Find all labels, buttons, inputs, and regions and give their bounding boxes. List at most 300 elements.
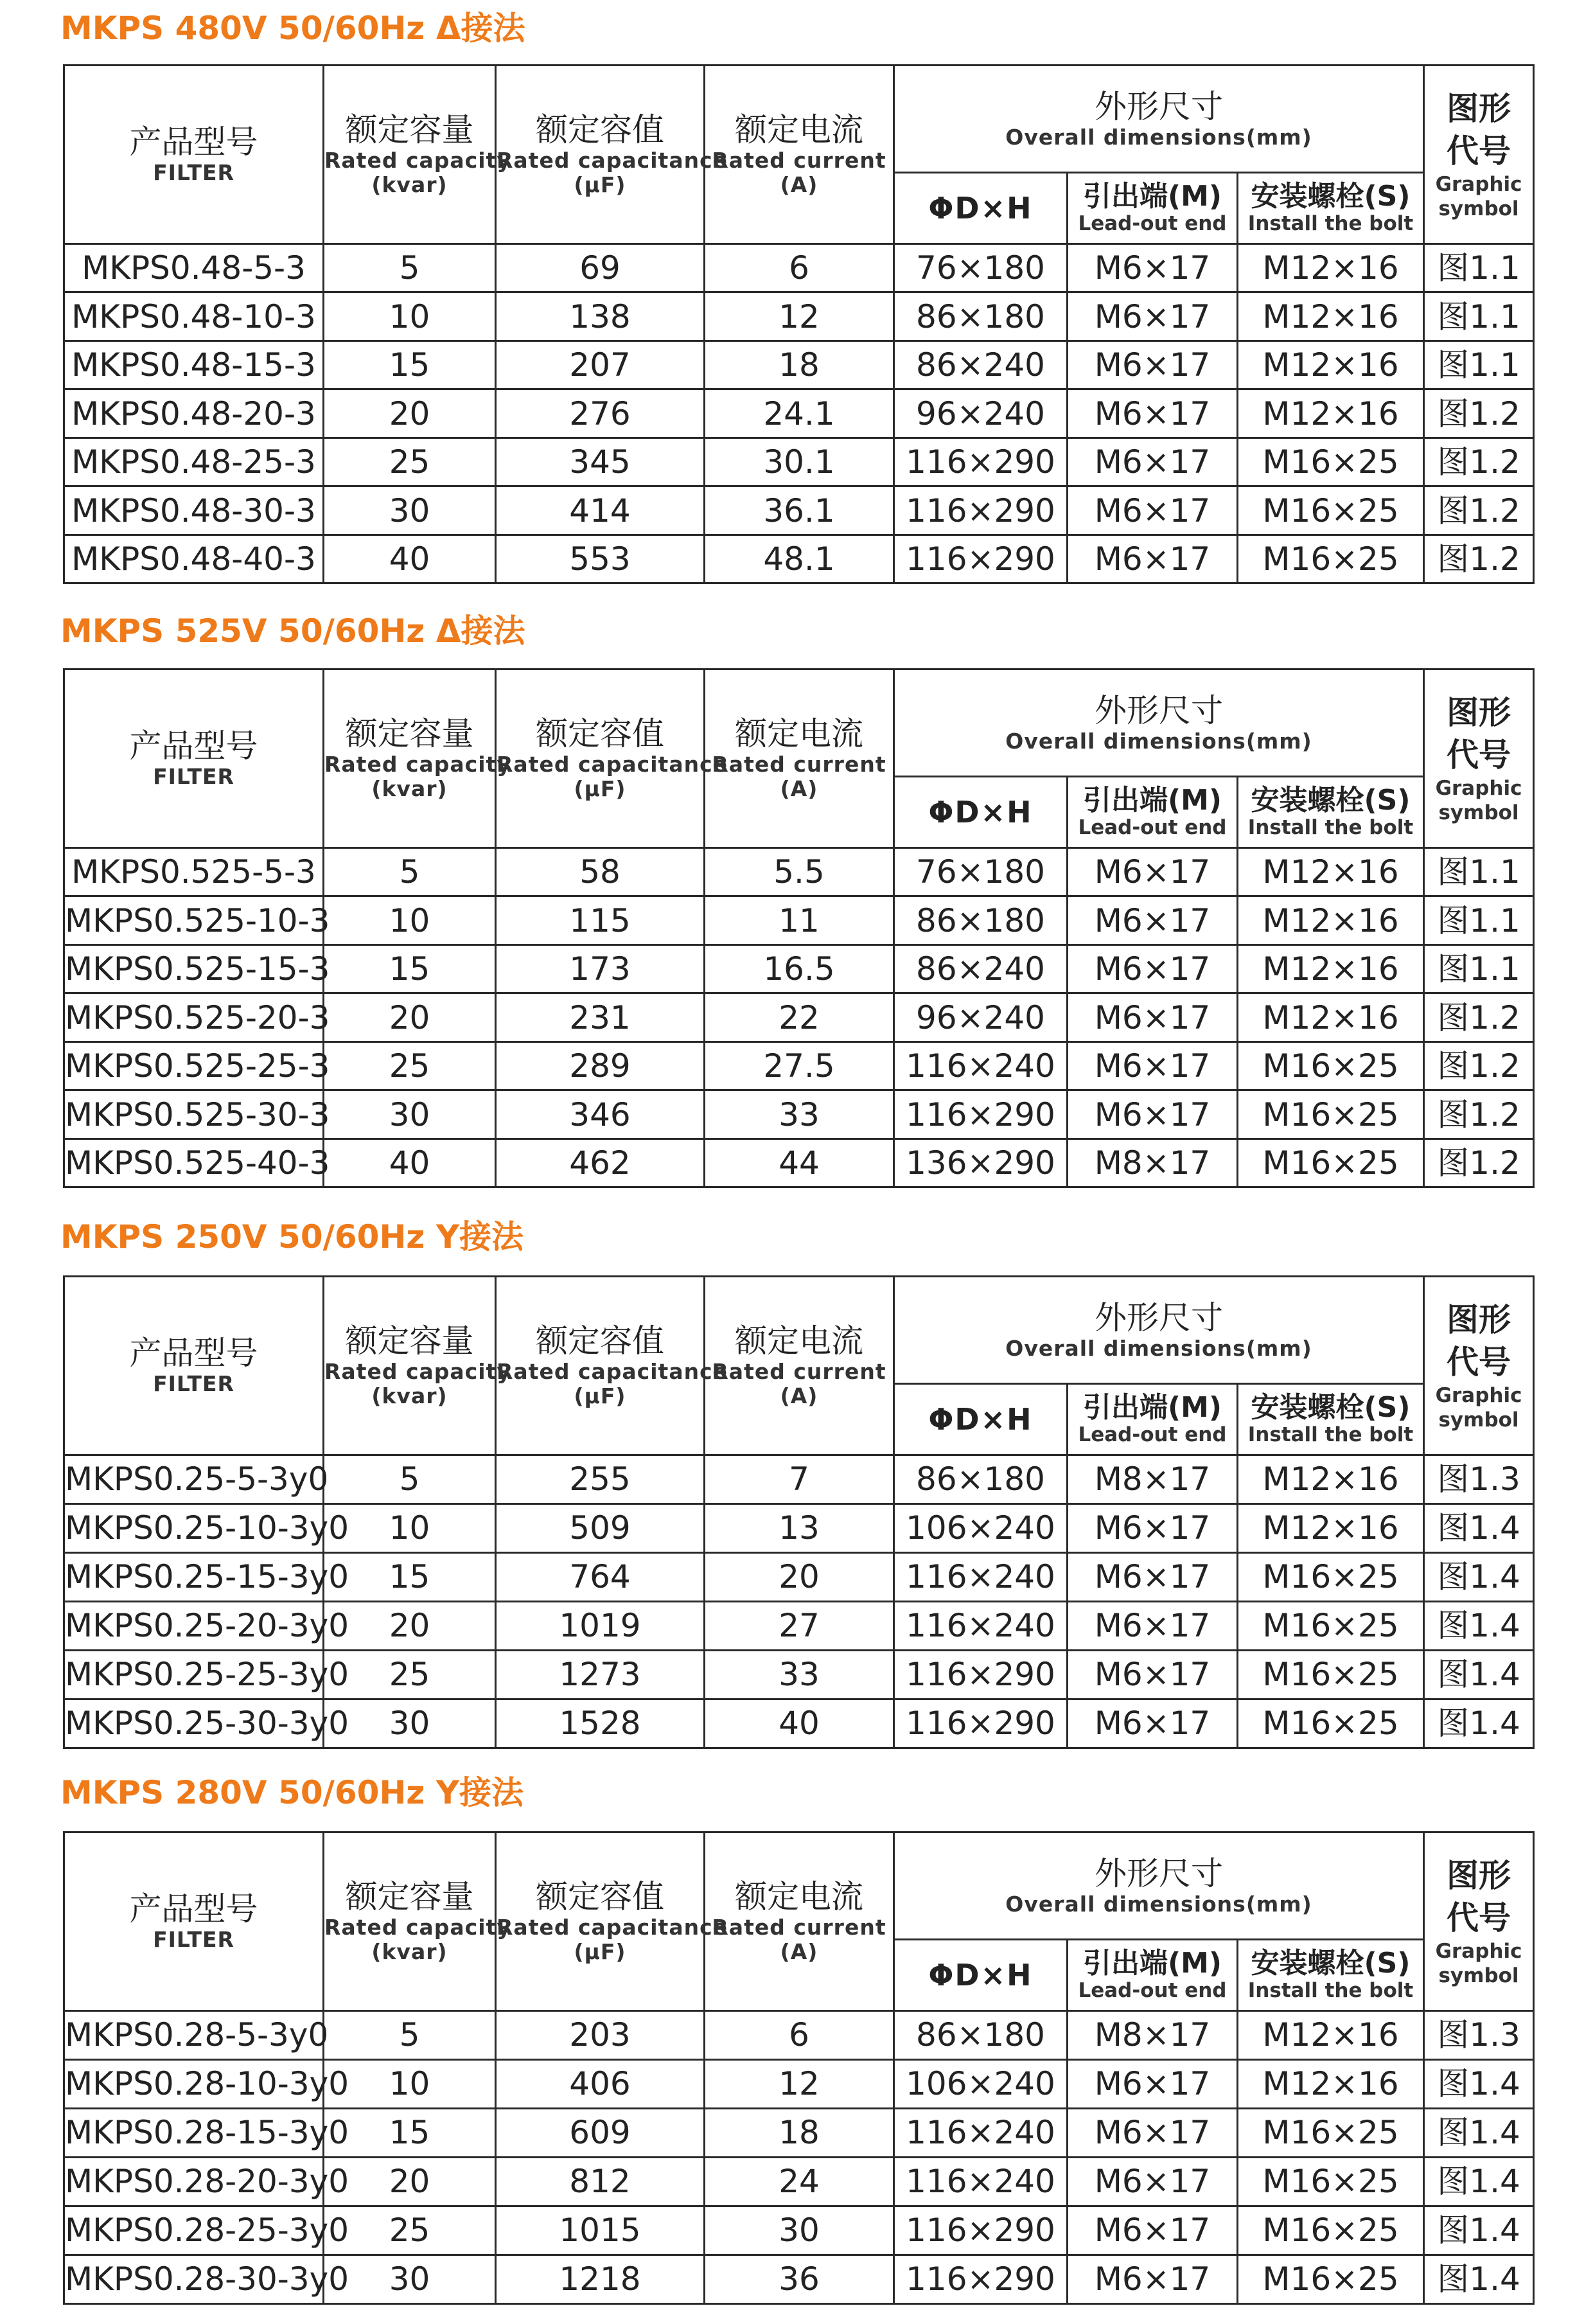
model-cell: MKPS0.28-10-3y0 [64,2059,324,2108]
header-dimensions-zh: 外形尺寸 [1095,1854,1224,1892]
header-capacity [324,66,511,244]
model-cell: MKPS0.25-20-3y0 [64,1601,324,1650]
capacitance-cell: 406 [496,2059,705,2108]
current-cell: 30 [705,2206,894,2255]
capacitance-cell: 231 [496,993,705,1042]
lead-cell: M6×17 [1068,2255,1238,2303]
header-current-unit: (A) [780,172,818,198]
header-capacity-en: Rated capacity [324,752,511,777]
current-cell: 20 [705,1552,894,1601]
header-capacity [324,1277,511,1455]
capacity-cell: 20 [324,389,496,438]
current-cell: 33 [705,1650,894,1699]
table-row [64,2010,1534,2059]
table-row [64,2108,1534,2157]
header-model-en: FILTER [153,764,234,790]
bolt-cell: M12×16 [1238,993,1424,1042]
dh-cell: 116×290 [894,2255,1068,2303]
dh-cell: 116×290 [894,1090,1068,1139]
table-row [64,486,1534,535]
header-lead [1068,1939,1238,2010]
bolt-cell: M16×25 [1238,1139,1424,1187]
header-symbol-en-2: symbol [1438,197,1519,221]
capacity-cell: 10 [324,1504,496,1552]
symbol-cell: 图1.2 [1424,389,1534,438]
header-capacity-zh: 额定容量 [345,1878,474,1916]
header-symbol [1424,1277,1534,1455]
header-capacity-zh: 额定容量 [345,715,474,753]
model-cell: MKPS0.525-15-3 [64,945,324,993]
header-model-zh: 产品型号 [129,1335,258,1372]
symbol-cell: 图1.2 [1424,1090,1534,1139]
symbol-cell: 图1.1 [1424,847,1534,896]
symbol-cell: 图1.3 [1424,1455,1534,1504]
capacity-cell: 25 [324,2206,496,2255]
dh-cell: 86×180 [894,292,1068,341]
dh-cell: 86×240 [894,341,1068,389]
header-symbol [1424,66,1534,244]
header-lead-en: Lead-out end [1078,1978,1227,2002]
symbol-cell: 图1.4 [1424,2206,1534,2255]
header-current [705,670,894,848]
current-cell: 7 [705,1455,894,1504]
model-cell: MKPS0.28-25-3y0 [64,2206,324,2255]
header-dh [894,172,1068,244]
header-model [64,66,324,244]
lead-cell: M6×17 [1068,1090,1238,1139]
header-dimensions-en: Overall dimensions(mm) [1005,1335,1312,1361]
header-symbol-en-2: symbol [1438,1408,1519,1432]
header-capacitance-unit: (μF) [574,1939,626,1965]
header-capacity-en: Rated capacity [324,1915,511,1940]
capacitance-cell: 69 [496,244,705,292]
header-lead [1068,1383,1238,1455]
table-row [64,945,1534,993]
model-cell: MKPS0.28-30-3y0 [64,2255,324,2303]
header-current-en: Rated current [712,752,886,777]
header-symbol-zh-2: 代号 [1447,736,1511,774]
current-cell: 27.5 [705,1042,894,1090]
header-current-en: Rated current [712,148,886,173]
bolt-cell: M12×16 [1238,847,1424,896]
bolt-cell: M16×25 [1238,1699,1424,1748]
dh-cell: 76×180 [894,244,1068,292]
capacity-cell: 10 [324,292,496,341]
dh-cell: 116×240 [894,1601,1068,1650]
capacity-cell: 5 [324,2010,496,2059]
header-lead [1068,172,1238,244]
header-capacitance-en: Rated capacitance [497,148,728,173]
table-row [64,2206,1534,2255]
lead-cell: M6×17 [1068,535,1238,583]
dh-cell: 136×290 [894,1139,1068,1187]
capacity-cell: 20 [324,1601,496,1650]
table-row [64,1139,1534,1187]
header-symbol-en-1: Graphic [1435,1384,1522,1408]
lead-cell: M6×17 [1068,389,1238,438]
lead-cell: M6×17 [1068,1552,1238,1601]
capacitance-cell: 1273 [496,1650,705,1699]
dh-cell: 86×240 [894,945,1068,993]
table-row [64,244,1534,292]
symbol-cell: 图1.4 [1424,2255,1534,2303]
symbol-cell: 图1.1 [1424,341,1534,389]
header-symbol-zh-2: 代号 [1447,132,1511,170]
capacitance-cell: 1218 [496,2255,705,2303]
capacity-cell: 30 [324,1699,496,1748]
capacitance-cell: 345 [496,438,705,486]
header-lead [1068,776,1238,847]
header-capacity-zh: 额定容量 [345,1322,474,1360]
header-symbol-zh-1: 图形 [1447,1857,1511,1895]
header-capacitance [496,670,728,848]
header-dh-label: ΦD×H [928,1401,1033,1437]
capacitance-cell: 346 [496,1090,705,1139]
current-cell: 24.1 [705,389,894,438]
current-cell: 6 [705,244,894,292]
current-cell: 12 [705,2059,894,2108]
header-lead-zh: 引出端(M) [1082,1946,1222,1980]
table-row [64,2255,1534,2303]
header-capacity [324,670,511,848]
section-title: MKPS 525V 50/60Hz Δ接法 [60,612,525,650]
table-row [64,896,1534,945]
capacitance-cell: 255 [496,1455,705,1504]
header-bolt [1238,1383,1424,1455]
symbol-cell: 图1.4 [1424,2157,1534,2206]
symbol-cell: 图1.4 [1424,1552,1534,1601]
lead-cell: M6×17 [1068,292,1238,341]
table-row [64,341,1534,389]
capacity-cell: 20 [324,2157,496,2206]
table-row [64,1601,1534,1650]
lead-cell: M6×17 [1068,1601,1238,1650]
model-cell: MKPS0.525-30-3 [64,1090,324,1139]
table-row [64,1090,1534,1139]
lead-cell: M6×17 [1068,1650,1238,1699]
header-symbol-zh-1: 图形 [1447,1301,1511,1339]
capacity-cell: 15 [324,1552,496,1601]
dh-cell: 76×180 [894,847,1068,896]
table-row [64,1504,1534,1552]
current-cell: 40 [705,1699,894,1748]
model-cell: MKPS0.28-5-3y0 [64,2010,324,2059]
header-row [64,1832,1534,1940]
bolt-cell: M16×25 [1238,1552,1424,1601]
header-row [64,1277,1534,1384]
lead-cell: M8×17 [1068,2010,1238,2059]
header-model-en: FILTER [153,1927,234,1953]
header-current-unit: (A) [780,1939,818,1965]
symbol-cell: 图1.2 [1424,1139,1534,1187]
header-capacitance-unit: (μF) [574,1383,626,1409]
dh-cell: 106×240 [894,2059,1068,2108]
bolt-cell: M16×25 [1238,486,1424,535]
table-row [64,1699,1534,1748]
model-cell: MKPS0.48-10-3 [64,292,324,341]
current-cell: 33 [705,1090,894,1139]
model-cell: MKPS0.48-15-3 [64,341,324,389]
capacitance-cell: 138 [496,292,705,341]
capacity-cell: 30 [324,2255,496,2303]
model-cell: MKPS0.25-25-3y0 [64,1650,324,1699]
header-bolt [1238,172,1424,244]
capacitance-cell: 1015 [496,2206,705,2255]
header-capacity-unit: (kvar) [371,172,448,198]
lead-cell: M6×17 [1068,1042,1238,1090]
bolt-cell: M16×25 [1238,1090,1424,1139]
dh-cell: 116×290 [894,535,1068,583]
header-model [64,670,324,848]
current-cell: 18 [705,2108,894,2157]
current-cell: 5.5 [705,847,894,896]
capacitance-cell: 1528 [496,1699,705,1748]
model-cell: MKPS0.28-20-3y0 [64,2157,324,2206]
header-bolt-en: Install the bolt [1247,1978,1414,2002]
header-lead-zh: 引出端(M) [1082,1390,1222,1424]
header-dimensions [894,670,1424,777]
dh-cell: 86×180 [894,896,1068,945]
table-row [64,2157,1534,2206]
symbol-cell: 图1.2 [1424,486,1534,535]
header-symbol [1424,670,1534,848]
dh-cell: 96×240 [894,993,1068,1042]
section-title: MKPS 480V 50/60Hz Δ接法 [60,10,525,47]
header-capacitance-en: Rated capacitance [497,752,728,777]
header-bolt [1238,776,1424,847]
dh-cell: 86×180 [894,1455,1068,1504]
current-cell: 27 [705,1601,894,1650]
capacity-cell: 20 [324,993,496,1042]
capacitance-cell: 1019 [496,1601,705,1650]
capacity-cell: 15 [324,341,496,389]
header-capacitance-en: Rated capacitance [497,1359,728,1385]
dh-cell: 106×240 [894,1504,1068,1552]
capacitance-cell: 462 [496,1139,705,1187]
capacitance-cell: 289 [496,1042,705,1090]
lead-cell: M6×17 [1068,993,1238,1042]
capacity-cell: 25 [324,438,496,486]
table-row [64,389,1534,438]
current-cell: 12 [705,292,894,341]
current-cell: 13 [705,1504,894,1552]
symbol-cell: 图1.2 [1424,993,1534,1042]
header-dh-label: ΦD×H [928,1957,1033,1992]
symbol-cell: 图1.1 [1424,945,1534,993]
lead-cell: M6×17 [1068,244,1238,292]
lead-cell: M6×17 [1068,945,1238,993]
symbol-cell: 图1.2 [1424,535,1534,583]
capacitance-cell: 764 [496,1552,705,1601]
capacitance-cell: 207 [496,341,705,389]
header-bolt-en: Install the bolt [1247,211,1414,235]
table-row [64,993,1534,1042]
table-row [64,847,1534,896]
header-model [64,1832,324,2011]
capacity-cell: 30 [324,1090,496,1139]
dh-cell: 116×240 [894,1552,1068,1601]
model-cell: MKPS0.525-40-3 [64,1139,324,1187]
header-lead-zh: 引出端(M) [1082,783,1222,817]
symbol-cell: 图1.4 [1424,1601,1534,1650]
lead-cell: M6×17 [1068,1504,1238,1552]
capacity-cell: 10 [324,896,496,945]
current-cell: 11 [705,896,894,945]
header-current-zh: 额定电流 [735,1322,863,1360]
bolt-cell: M16×25 [1238,438,1424,486]
header-dh-label: ΦD×H [928,190,1033,226]
header-dimensions-zh: 外形尺寸 [1095,1299,1224,1336]
bolt-cell: M16×25 [1238,2206,1424,2255]
symbol-cell: 图1.1 [1424,292,1534,341]
header-symbol-zh-2: 代号 [1447,1344,1511,1381]
dh-cell: 96×240 [894,389,1068,438]
capacitance-cell: 812 [496,2157,705,2206]
bolt-cell: M12×16 [1238,1504,1424,1552]
header-capacitance-en: Rated capacitance [497,1915,728,1940]
header-model-zh: 产品型号 [129,123,258,161]
lead-cell: M6×17 [1068,2108,1238,2157]
current-cell: 22 [705,993,894,1042]
lead-cell: M8×17 [1068,1139,1238,1187]
header-bolt [1238,1939,1424,2010]
bolt-cell: M12×16 [1238,2059,1424,2108]
header-dimensions [894,1277,1424,1384]
capacity-cell: 5 [324,1455,496,1504]
lead-cell: M6×17 [1068,896,1238,945]
symbol-cell: 图1.1 [1424,244,1534,292]
header-lead-en: Lead-out end [1078,815,1227,839]
dh-cell: 116×290 [894,1650,1068,1699]
symbol-cell: 图1.2 [1424,438,1534,486]
symbol-cell: 图1.4 [1424,2108,1534,2157]
bolt-cell: M12×16 [1238,945,1424,993]
header-dh [894,776,1068,847]
symbol-cell: 图1.4 [1424,1504,1534,1552]
header-current [705,66,894,244]
dh-cell: 116×290 [894,486,1068,535]
table-row [64,2059,1534,2108]
header-symbol-en-1: Graphic [1435,1940,1522,1964]
capacity-cell: 15 [324,945,496,993]
dh-cell: 116×290 [894,438,1068,486]
bolt-cell: M12×16 [1238,896,1424,945]
section-title: MKPS 280V 50/60Hz Y接法 [60,1774,524,1811]
section-title: MKPS 250V 50/60Hz Y接法 [60,1218,524,1255]
model-cell: MKPS0.48-40-3 [64,535,324,583]
lead-cell: M6×17 [1068,486,1238,535]
header-capacitance-zh: 额定容值 [536,1878,664,1916]
dh-cell: 116×240 [894,2108,1068,2157]
model-cell: MKPS0.25-15-3y0 [64,1552,324,1601]
symbol-cell: 图1.3 [1424,2010,1534,2059]
header-dimensions-en: Overall dimensions(mm) [1005,1891,1312,1917]
capacitance-cell: 115 [496,896,705,945]
header-current-en: Rated current [712,1915,886,1940]
bolt-cell: M12×16 [1238,2010,1424,2059]
header-dimensions [894,66,1424,173]
bolt-cell: M16×25 [1238,1042,1424,1090]
header-bolt-en: Install the bolt [1247,1423,1414,1446]
capacity-cell: 5 [324,244,496,292]
header-capacity-en: Rated capacity [324,148,511,173]
symbol-cell: 图1.4 [1424,2059,1534,2108]
capacitance-cell: 609 [496,2108,705,2157]
header-capacitance-zh: 额定容值 [536,1322,664,1360]
header-bolt-zh: 安装螺栓(S) [1251,1390,1411,1424]
header-bolt-zh: 安装螺栓(S) [1251,783,1411,817]
capacity-cell: 40 [324,1139,496,1187]
header-lead-en: Lead-out end [1078,211,1227,235]
header-model-zh: 产品型号 [129,1890,258,1928]
bolt-cell: M16×25 [1238,2255,1424,2303]
model-cell: MKPS0.25-10-3y0 [64,1504,324,1552]
model-cell: MKPS0.525-20-3 [64,993,324,1042]
bolt-cell: M16×25 [1238,535,1424,583]
capacitance-cell: 276 [496,389,705,438]
lead-cell: M6×17 [1068,2059,1238,2108]
header-dimensions-en: Overall dimensions(mm) [1005,728,1312,754]
header-bolt-en: Install the bolt [1247,815,1414,839]
model-cell: MKPS0.48-25-3 [64,438,324,486]
symbol-cell: 图1.4 [1424,1699,1534,1748]
symbol-cell: 图1.1 [1424,896,1534,945]
capacity-cell: 5 [324,847,496,896]
spec-table [63,1831,1535,2305]
dh-cell: 116×240 [894,1042,1068,1090]
capacitance-cell: 509 [496,1504,705,1552]
lead-cell: M6×17 [1068,2157,1238,2206]
header-current-zh: 额定电流 [735,1878,863,1916]
header-capacity-unit: (kvar) [371,776,448,802]
header-capacitance [496,1832,728,2011]
lead-cell: M8×17 [1068,1455,1238,1504]
header-current [705,1277,894,1455]
bolt-cell: M12×16 [1238,389,1424,438]
table-row [64,438,1534,486]
header-capacitance-zh: 额定容值 [536,715,664,753]
header-symbol-en-1: Graphic [1435,777,1522,801]
capacity-cell: 25 [324,1042,496,1090]
table-row [64,1042,1534,1090]
header-current-zh: 额定电流 [735,715,863,753]
model-cell: MKPS0.48-5-3 [64,244,324,292]
header-capacitance-unit: (μF) [574,172,626,198]
header-model-en: FILTER [153,1371,234,1397]
header-dimensions-zh: 外形尺寸 [1095,87,1224,125]
current-cell: 30.1 [705,438,894,486]
header-capacitance-zh: 额定容值 [536,111,664,149]
header-lead-en: Lead-out end [1078,1423,1227,1446]
symbol-cell: 图1.4 [1424,1650,1534,1699]
capacitance-cell: 203 [496,2010,705,2059]
capacitance-cell: 173 [496,945,705,993]
current-cell: 36.1 [705,486,894,535]
dh-cell: 116×290 [894,1699,1068,1748]
dh-cell: 116×290 [894,2206,1068,2255]
bolt-cell: M12×16 [1238,1455,1424,1504]
lead-cell: M6×17 [1068,438,1238,486]
header-capacity [324,1832,511,2011]
dh-cell: 116×240 [894,2157,1068,2206]
current-cell: 16.5 [705,945,894,993]
current-cell: 24 [705,2157,894,2206]
header-model-en: FILTER [153,160,234,186]
header-current [705,1832,894,2011]
current-cell: 44 [705,1139,894,1187]
bolt-cell: M16×25 [1238,2157,1424,2206]
capacity-cell: 40 [324,535,496,583]
